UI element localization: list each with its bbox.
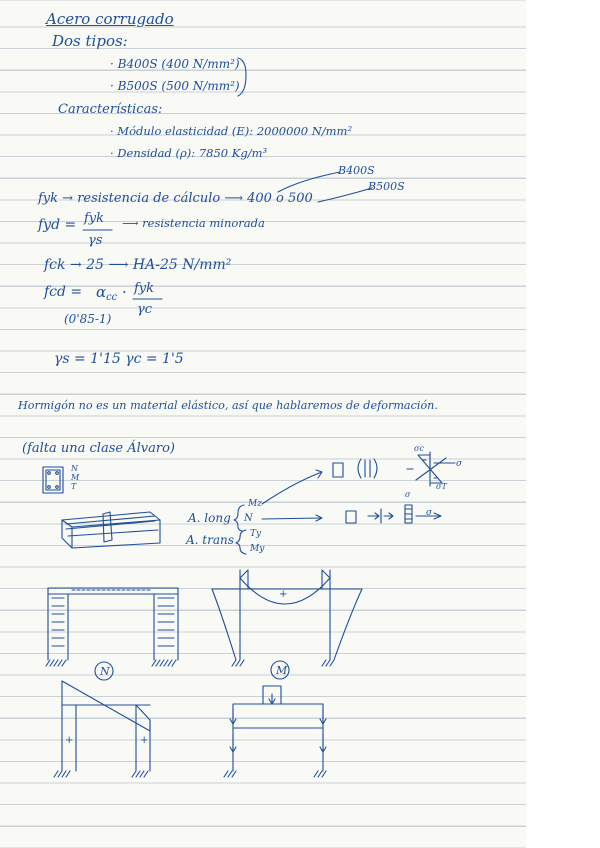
label-sigma-c: σc (414, 444, 424, 453)
cross-section-icon (43, 467, 63, 493)
label-nmt-n: N (71, 464, 78, 473)
label-sigma-axial: σ (426, 508, 433, 518)
fck-definition: fck → 25 ⟶ HA-25 N/mm² (44, 257, 232, 273)
circle-label-m: M (276, 664, 288, 677)
circle-n-symbol (95, 662, 113, 680)
label-a-long: A. long (188, 511, 231, 525)
fyd-description: ⟶ resistencia minorada (122, 216, 265, 230)
steel-types-bracket (238, 58, 246, 96)
fyk-definition: fyk → resistencia de cálculo ⟶ 400 o 500 (38, 191, 313, 206)
axial-section-box (346, 511, 356, 523)
axial-stress-diagram (368, 505, 441, 523)
label-sigma-t: σT (436, 482, 447, 491)
arrow-n-to-axial (262, 515, 322, 521)
bending-stress-diagram (407, 452, 455, 486)
label-b400s: B400S (338, 164, 375, 177)
arrow-mz-to-bending (262, 470, 322, 504)
fcd-numerator: fyk (134, 281, 155, 296)
steel-type-b500s: · B500S (500 N/mm²) (110, 79, 240, 93)
modulo-elasticidad: · Módulo elasticidad (E): 2000000 N/mm² (110, 124, 353, 138)
falta-clase-note: (falta una clase Álvaro) (22, 441, 175, 456)
fcd-alpha-sub: cc (106, 291, 118, 303)
bending-section-bracket (358, 459, 377, 478)
force-components-brace-top (234, 505, 244, 531)
fcd-denominator: γc (137, 302, 153, 317)
frame-moment-diagram (224, 686, 326, 777)
fcd-alpha: $\alpha_{cc}$ · (96, 283, 127, 303)
circle-label-n: N (100, 665, 110, 678)
bending-section-box (333, 463, 343, 477)
portal-frame-moment-diagram (212, 570, 362, 666)
dos-tipos-label: Dos tipos: (52, 32, 128, 50)
beam-3d-sketch (62, 512, 160, 548)
label-n-axial: N (244, 513, 253, 524)
fyd-denominator: γs (88, 233, 103, 248)
hormigon-note: Hormigón no es un material elástico, así que hablaremos de deformación. (18, 399, 438, 412)
page-margin (526, 0, 600, 848)
fyd-lhs: fyd = (38, 217, 77, 233)
moment-plus-sign: + (279, 589, 288, 600)
circle-m-symbol (271, 661, 289, 679)
label-b500s: B500S (368, 180, 405, 193)
fyd-numerator: fyk (84, 211, 105, 226)
label-a-trans: A. trans (186, 533, 234, 547)
label-my: My (250, 544, 265, 554)
label-mz: Mz (248, 499, 262, 509)
fcd-lhs: fcd = (44, 284, 83, 300)
label-sigma-top: σ (405, 490, 411, 499)
leader-b500s (318, 188, 372, 202)
label-nmt-t: T (71, 482, 77, 491)
leader-b400s (278, 172, 340, 192)
fcd-alpha-symbol: α (96, 283, 107, 301)
densidad: · Densidad (ρ): 7850 Kg/m³ (110, 146, 268, 160)
notes-title: Acero corrugado (46, 10, 174, 28)
axial-plus-right: + (140, 735, 149, 746)
partial-safety-factors: γs = 1'15 γc = 1'5 (54, 351, 184, 367)
axial-plus-left: + (65, 735, 74, 746)
steel-type-b400s: · B400S (400 N/mm²) (110, 57, 240, 71)
label-ty: Ty (250, 529, 262, 539)
fcd-note: (0'85-1) (64, 312, 112, 326)
label-nmt-m: M (71, 473, 80, 482)
caracteristicas-label: Características: (58, 102, 163, 117)
force-components-brace-bottom (236, 530, 246, 554)
label-sigma-right: σ (456, 459, 463, 469)
portal-frame-reinforcement (46, 588, 178, 666)
frame-axial-force-diagram (54, 681, 150, 777)
